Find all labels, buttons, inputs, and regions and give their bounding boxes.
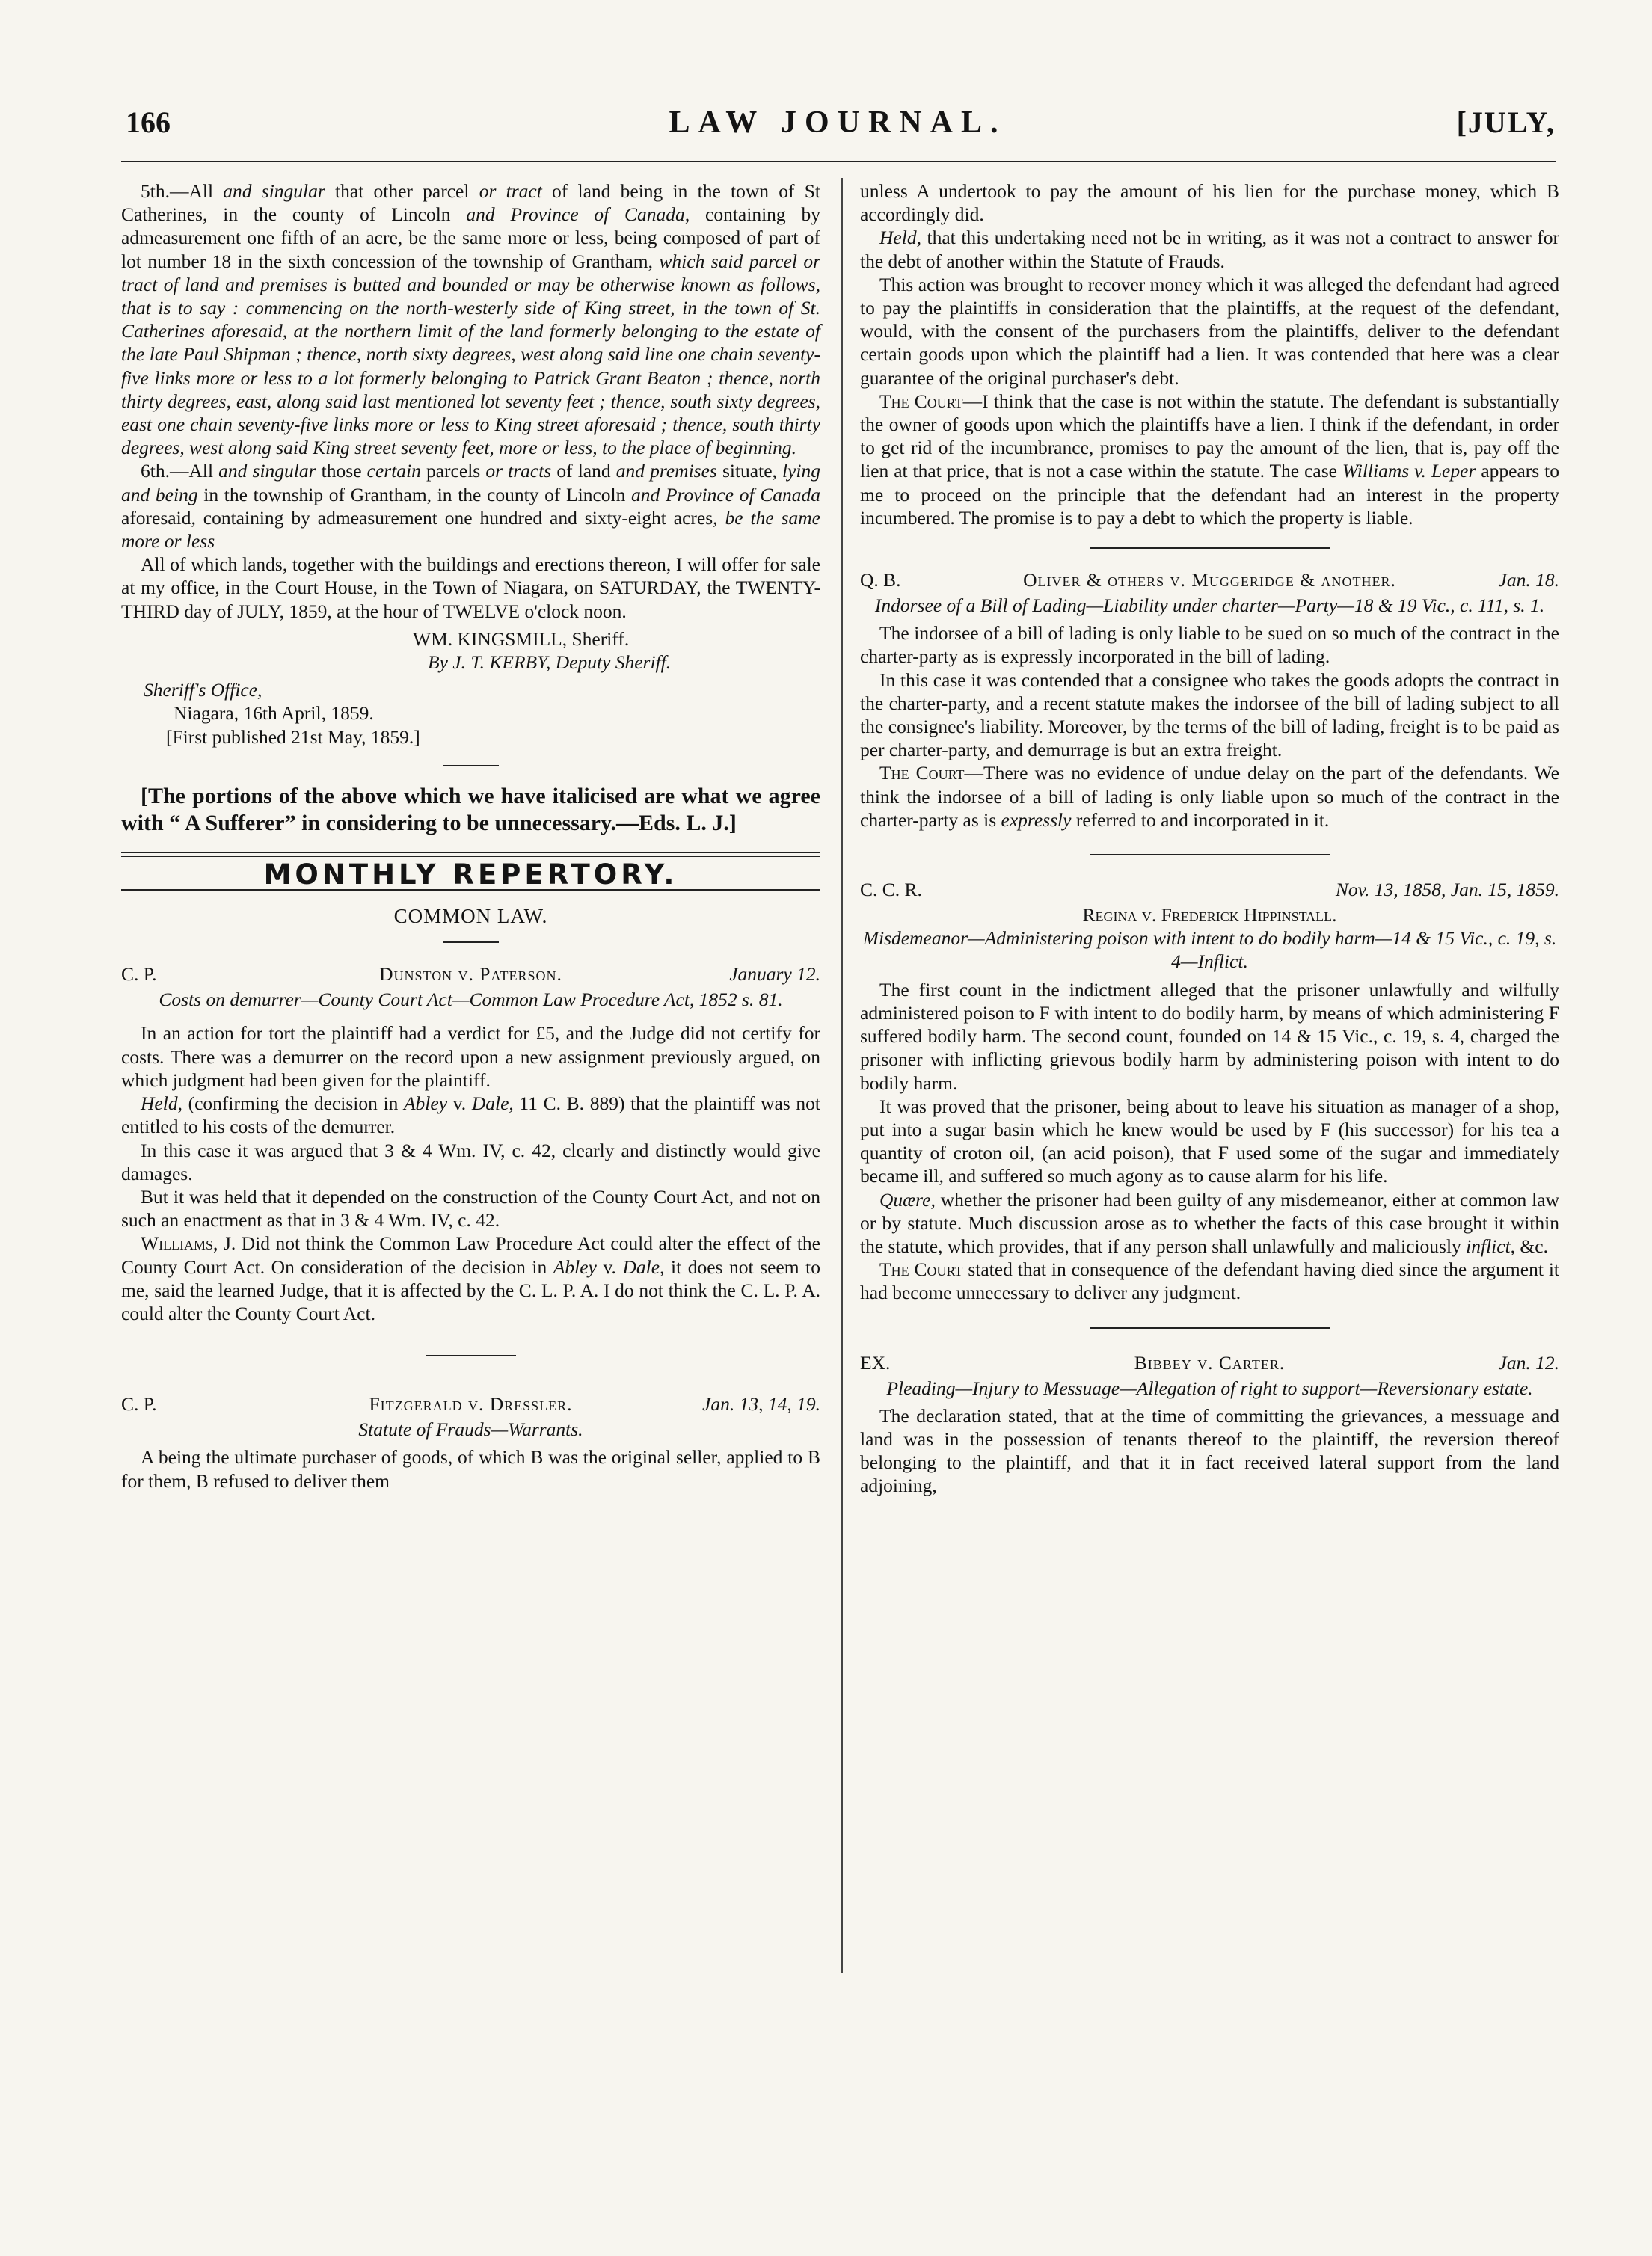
page-number: 166 <box>126 105 171 139</box>
case-paragraph: In this case it was contended that a consignee who takes the goods adopts the contract in the charter-party, and a recent statute makes the indorsee of the bill of lading subject to all the consignee's liability. Moreover, by the terms of the bill of lading, freight is to be paid as per charter-party, and demurrage is but an extra freight. <box>860 668 1559 761</box>
column-divider <box>841 178 843 1973</box>
court-label: EX. <box>860 1351 891 1374</box>
advert-paragraph-5th: 5th.—All and singular that other parcel or tract of land being in the town of St Catherines, in the county of Lincoln and Province of Canada, containing by admeasurement one fifth of an acre, be the same more or less, being composed of part of lot number 18 in the sixth concession of the township of Grantham, which said parcel or tract of land and premises is butted and bounded or may be otherwise known as follows, that is to say : commencing on the north-westerly side of King street, in the town of St. Catherines aforesaid, at the northern limit of the land formerly belonging to the estate of the late Paul Shipman ; thence, north sixty degrees, west along said line one chain seventy-five links more or less to a lot formerly belonging to Patrick Grant Beaton ; thence, north thirty degrees, east, along said last mentioned lot seventy feet ; thence, south sixty degrees, east one chain seventy-five links more or less to King street aforesaid ; thence, south thirty degrees, west along said King street seventy feet, more or less, to the place of beginning. <box>121 180 821 459</box>
deputy-signature: By J. T. KERBY, Deputy Sheriff. <box>428 651 672 674</box>
case-headnote: Misdemeanor—Administering poison with intent to do bodily harm—14 & 15 Vic., c. 19, s. 4—Inflict. <box>862 927 1557 973</box>
court-label: C. C. R. <box>860 879 922 901</box>
case-date: Jan. 12. <box>1498 1351 1559 1374</box>
case-date: Jan. 18. <box>1498 569 1559 591</box>
editorial-note: [The portions of the above which we have italicised are what we agree with “ A Sufferer” in considering to be unnecessary.—Eds. L. J.] <box>121 783 820 835</box>
advert-paragraph-6th: 6th.—All and singular those certain parcels or tracts of land and premises situate, lying and being in the township of Grantham, in the county of Lincoln and Province of Canada aforesaid, containing by admeasurement one hundred and sixty-eight acres, be the same more or less <box>121 460 821 553</box>
common-law-subheading: COMMON LAW. <box>393 905 548 928</box>
case-name: Dunston v. Paterson. <box>379 963 562 986</box>
header-rule <box>121 161 1556 162</box>
case-paragraph: Held, (confirming the decision in Abley v. Dale, 11 C. B. 889) that the plaintiff was not entitled to his costs of the demurrer. <box>121 1092 821 1138</box>
right-column <box>860 179 1559 1498</box>
case-headnote: Indorsee of a Bill of Lading—Liability under charter—Party—18 & 19 Vic., c. 111, s. 1. <box>874 594 1545 617</box>
court-label: C. P. <box>121 963 157 986</box>
case-paragraph: It was proved that the prisoner, being about to leave his situation as manager of a shop, put into a sugar basin which he knew would be used by F (his successor) for his tea a quantity of croton oil, (an acid poison), that F used some of the sugar and immediately became ill, and suffered so much agony as to cause alarm for his life. <box>860 1095 1559 1187</box>
case-line-regina-court <box>860 878 1559 903</box>
first-published: [First published 21st May, 1859.] <box>166 725 420 748</box>
case-paragraph: Quære, whether the prisoner had been guilty of any misdemeanor, either at common law or by statute. Much discussion arose as to whether the facts of this case brought it within the statute, which provides, that if any person shall unlawfully and maliciously inflict, &c. <box>860 1188 1559 1257</box>
divider <box>1090 1327 1330 1329</box>
journal-title: LAW JOURNAL. <box>669 105 1007 140</box>
case-line-dunston <box>121 962 820 988</box>
court-label: C. P. <box>121 1393 157 1416</box>
header-month: [JULY, <box>1456 105 1556 139</box>
divider <box>426 1355 516 1356</box>
case-name: Oliver & others v. Muggeridge & another. <box>1023 569 1396 591</box>
sheriff-office: Sheriff's Office, <box>144 679 262 701</box>
court-label: Q. B. <box>860 569 901 591</box>
case-paragraph: The Court—There was no evidence of undue delay on the part of the defendants. We think the indorsee of a bill of lading is only liable upon so much of the contract in the charter-party as is expressly referred to and incorporated in it. <box>860 762 1560 831</box>
case-paragraph: Williams, J. Did not think the Common Law Procedure Act could alter the effect of the County Court Act. On consideration of the decision in Abley v. Dale, it does not seem to me, said the learned Judge, that it is affected by the C. L. P. A. I do not think the C. L. P. A. could alter the County Court Act. <box>121 1232 820 1324</box>
case-paragraph: The Court stated that in consequence of the defendant having died since the argument it had become unnecessary to deliver any judgment. <box>860 1258 1559 1304</box>
divider <box>1090 854 1330 855</box>
left-column <box>121 179 820 1493</box>
place-date: Niagara, 16th April, 1859. <box>174 702 374 725</box>
case-paragraph: The Court—I think that the case is not within the statute. The defendant is substantially the owner of goods upon which the plaintiffs have a lien. I think if the defendant, in order to get rid of the incumbrance, promises to pay the amount of the lien, that is, pay off the lien at that price, that is not a case within the statute. The case Williams v. Leper appears to me to proceed on the principle that the defendant had an interest in the property incumbered. The promise is to pay a debt to which the property is liable. <box>860 390 1559 529</box>
case-name: Bibbey v. Carter. <box>1134 1351 1286 1374</box>
case-date: January 12. <box>729 963 820 986</box>
case-date: Nov. 13, 1858, Jan. 15, 1859. <box>1335 879 1559 901</box>
case-name: Regina v. Frederick Hippinstall. <box>1082 904 1337 926</box>
case-headnote: Costs on demurrer—County Court Act—Common Law Procedure Act, 1852 s. 81. <box>159 989 783 1011</box>
case-name: Fitzgerald v. Dressler. <box>369 1393 573 1416</box>
case-line-bibbey <box>860 1351 1559 1377</box>
case-paragraph: But it was held that it depended on the construction of the County Court Act, and not on such an enactment as that in 3 & 4 Wm. IV, c. 42. <box>121 1185 820 1232</box>
case-paragraph: In an action for tort the plaintiff had a verdict for £5, and the Judge did not certify for costs. There was a demurrer on the record upon a new assignment previously argued, on which judgment had been given for the plaintiff. <box>121 1022 820 1091</box>
running-header <box>120 105 1556 157</box>
case-paragraph: A being the ultimate purchaser of goods, of which B was the original seller, applied to B for them, B refused to deliver them <box>121 1446 820 1492</box>
case-headnote: Pleading—Injury to Messuage—Allegation of right to support—Reversionary estate. <box>886 1377 1533 1399</box>
divider <box>1090 547 1330 549</box>
case-date: Jan. 13, 14, 19. <box>702 1393 820 1416</box>
sheriff-signature: WM. KINGSMILL, Sheriff. <box>413 627 630 650</box>
case-paragraph: The first count in the indictment alleged that the prisoner unlawfully and wilfully administered poison to F with intent to do bodily harm, by means of which administering F suffered bodily harm. The second count, founded on 14 & 15 Vic., c. 19, s. 4, charged the prisoner with inflicting grievous bodily harm by administering poison with intent to do bodily harm. <box>860 978 1559 1094</box>
advert-sale-notice: All of which lands, together with the buildings and erections thereon, I will offer for sale at my office, in the Court House, in the Town of Niagara, on SATURDAY, the TWENTY-THIRD day of JULY, 1859, at the hour of TWELVE o'clock noon. <box>121 553 820 622</box>
case-paragraph: Held, that this undertaking need not be in writing, as it was not a contract to answer for the debt of another within the Statute of Frauds. <box>860 227 1559 272</box>
divider <box>443 765 499 766</box>
case-line-fitzgerald <box>121 1392 820 1418</box>
case-paragraph: The indorsee of a bill of lading is only liable to be sued on so much of the contract in the charter-party as is expressly incorporated in the bill of lading. <box>860 622 1559 668</box>
case-paragraph: unless A undertook to pay the amount of his lien for the purchase money, which B accordingly did. <box>860 180 1559 226</box>
divider <box>443 941 499 943</box>
case-paragraph: In this case it was argued that 3 & 4 Wm. IV, c. 42, clearly and distinctly would give damages. <box>121 1139 820 1184</box>
case-headnote: Statute of Frauds—Warrants. <box>358 1419 583 1441</box>
monthly-repertory-heading: MONTHLY REPERTORY. <box>263 858 678 891</box>
section-rule <box>121 852 820 857</box>
case-paragraph: This action was brought to recover money which it was alleged the defendant had agreed to pay the plaintiffs in consideration that the plaintiffs, at the request of the defendant, would, with the consent of the purchasers from the plaintiffs, deliver to the defendant certain goods upon which the plaintiff had a lien. It was contended that here was a clear guarantee of the original purchaser's debt. <box>860 273 1559 389</box>
case-line-oliver <box>860 568 1559 594</box>
case-paragraph: The declaration stated, that at the time of committing the grievances, a messuage and land was in the possession of tenants thereof to the plaintiff, the reversion thereof belonging to the plaintiff, and that it in fact received lateral support from the land adjoining, <box>860 1404 1559 1497</box>
